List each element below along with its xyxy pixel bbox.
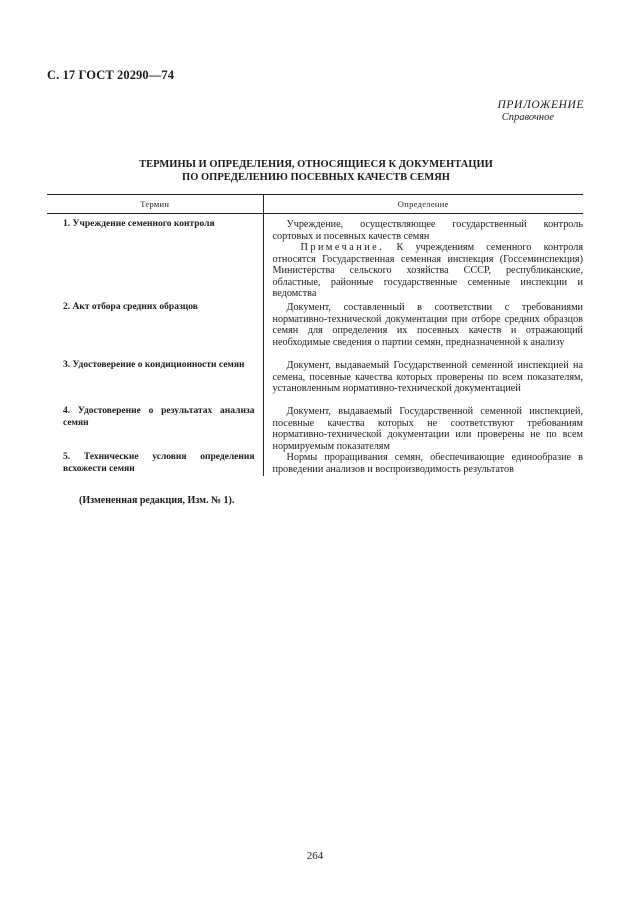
term-cell: 5. Технические условия определения всхожести семян — [47, 452, 263, 476]
table-row — [47, 360, 583, 406]
appendix-label — [498, 99, 584, 123]
definition-cell: Документ, выдаваемый Государственной семенной инспекцией на семена, посевные качества которых проверены по всем показателям, установленным нормативно-технической документацией — [272, 360, 583, 394]
term-cell: 3. Удостоверение о кондиционности семян — [47, 360, 263, 406]
note-label: Примечание. — [300, 242, 385, 253]
definition-cell: Документ, выдаваемый Государственной семенной инспекцией, посевные качества которых не соответствуют требованиям нормативно-технической документации или проверены не по всем нормируемым показателям — [272, 406, 583, 452]
appendix-subtitle: Справочное — [501, 112, 554, 123]
column-header-term: Термин — [47, 195, 263, 214]
document-title-line-1: ТЕРМИНЫ И ОПРЕДЕЛЕНИЯ, ОТНОСЯЩИЕСЯ К ДОКУМЕНТАЦИИ — [139, 159, 493, 170]
amendment-note: (Измененная редакция, Изм. № 1). — [79, 495, 235, 506]
appendix-title: ПРИЛОЖЕНИЕ — [497, 99, 584, 111]
table-header-row — [47, 195, 583, 214]
term-cell: 4. Удостоверение о результатах анализа семян — [47, 406, 263, 452]
definition-note — [273, 242, 584, 300]
column-header-definition: Определение — [263, 195, 583, 214]
table-row — [47, 214, 583, 303]
definition-cell: Документ, составленный в соответствии с требованиями нормативно-технической документации при отборе средних образцов семян для определения их посевных качеств и отражающий необходимые сведения о партии семян, предназначенной к анализу — [272, 302, 583, 348]
document-title — [60, 158, 572, 184]
note-text: К учреждениям семенного контроля относятся Государственная семенная инспекция (Госсеминспекция) Министерства сельского хозяйства СССР, республиканские, областные, районные государственные семенные инспекции и ведомства — [272, 242, 583, 299]
definition-cell: Нормы проращивания семян, обеспечивающие единообразие в проведении анализов и воспроизводимость результатов — [272, 452, 583, 475]
definition-text: Учреждение, осуществляющее государственный контроль сортовых и посевных качеств семян — [272, 219, 583, 242]
term-cell: 1. Учреждение семенного контроля — [47, 214, 263, 303]
table-row — [47, 452, 583, 476]
table-row — [47, 302, 583, 360]
document-title-line-2: ПО ОПРЕДЕЛЕНИЮ ПОСЕВНЫХ КАЧЕСТВ СЕМЯН — [182, 172, 450, 183]
document-code: С. 17 ГОСТ 20290—74 — [47, 68, 175, 82]
term-cell: 2. Акт отбора средних образцов — [47, 302, 263, 360]
terms-table — [47, 194, 583, 476]
page-number: 264 — [306, 850, 324, 862]
definition-cell — [263, 214, 583, 303]
table-row — [47, 406, 583, 452]
